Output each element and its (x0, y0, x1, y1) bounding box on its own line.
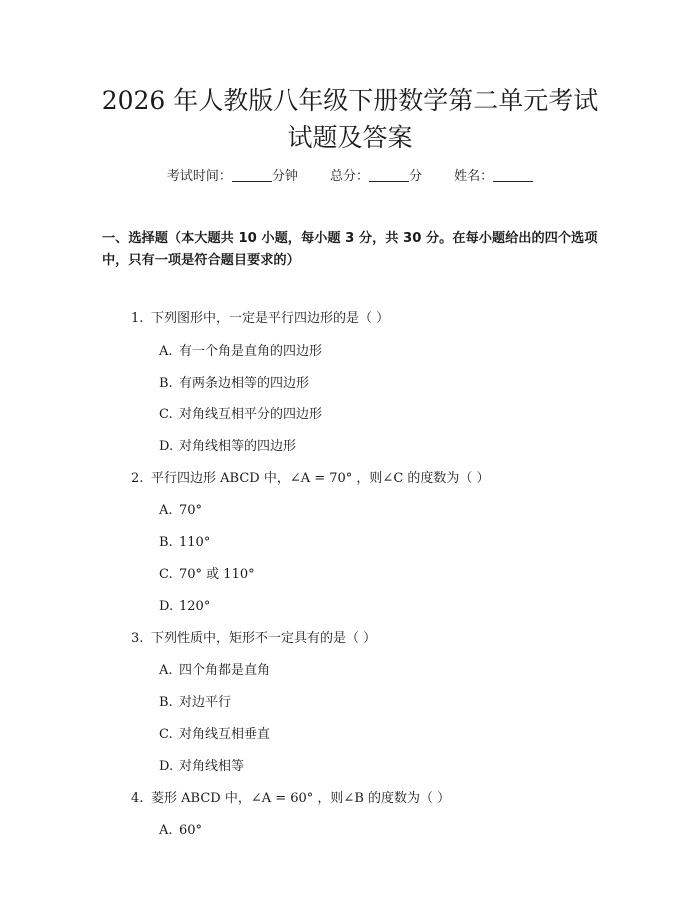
question-text: 下列性质中，矩形不一定具有的是（ ） (151, 631, 377, 646)
option-letter: A. (159, 503, 173, 518)
option-letter: C. (159, 567, 173, 582)
option-text: 60° (179, 823, 203, 838)
question-number: 4. (131, 791, 144, 806)
question-text: 下列图形中，一定是平行四边形的是（ ） (151, 311, 390, 326)
question-2-option-a[interactable] (159, 501, 202, 521)
option-letter: A. (159, 663, 173, 678)
exam-time-field (167, 167, 298, 187)
option-letter: C. (159, 727, 173, 742)
option-text: 对角线互相垂直 (179, 727, 271, 742)
option-text: 对角线相等的四边形 (179, 439, 297, 454)
question-3-option-a[interactable] (159, 661, 270, 681)
question-3-option-b[interactable] (159, 693, 231, 713)
option-letter: A. (159, 344, 173, 359)
option-text: 110° (179, 535, 211, 550)
option-text: 四个角都是直角 (179, 663, 271, 678)
question-number: 2. (131, 471, 144, 486)
option-text: 120° (179, 599, 211, 614)
question-1-option-b[interactable] (159, 374, 309, 394)
option-letter: D. (159, 599, 174, 614)
question-1-option-c[interactable] (159, 405, 322, 425)
total-score-blank[interactable] (369, 167, 409, 182)
question-text: 菱形 ABCD 中，∠A = 60° ，则∠B 的度数为（ ） (151, 791, 451, 806)
option-letter: D. (159, 759, 174, 774)
student-name-blank[interactable] (493, 167, 533, 182)
student-name-field (454, 167, 533, 187)
question-1 (131, 309, 389, 329)
page-title-line-2: 试题及答案 (287, 123, 413, 152)
question-2 (131, 469, 490, 489)
option-text: 有一个角是直角的四边形 (179, 344, 323, 359)
option-letter: B. (159, 695, 173, 710)
option-text: 70° (179, 503, 203, 518)
option-text: 对角线互相平分的四边形 (179, 407, 323, 422)
option-text: 有两条边相等的四边形 (179, 376, 310, 391)
question-2-option-c[interactable] (159, 565, 255, 585)
option-letter: A. (159, 823, 173, 838)
question-1-option-a[interactable] (159, 342, 322, 362)
question-3-option-d[interactable] (159, 757, 244, 777)
exam-info-line (0, 167, 700, 187)
question-text: 平行四边形 ABCD 中，∠A = 70° ，则∠C 的度数为（ ） (151, 471, 490, 486)
question-2-option-d[interactable] (159, 597, 210, 617)
exam-time-unit: 分钟 (271, 169, 298, 184)
option-text: 70° 或 110° (179, 567, 255, 582)
question-2-option-b[interactable] (159, 533, 210, 553)
exam-time-label: 考试时间： (166, 169, 232, 184)
option-text: 对角线相等 (179, 759, 245, 774)
question-1-option-d[interactable] (159, 437, 296, 457)
question-4 (131, 789, 450, 809)
question-number: 3. (131, 631, 144, 646)
option-letter: B. (159, 535, 173, 550)
question-3 (131, 629, 376, 649)
option-letter: D. (159, 439, 174, 454)
page-title-line-1: 2026 年人教版八年级下册数学第二单元考试 (101, 86, 599, 115)
question-4-option-a[interactable] (159, 821, 202, 841)
total-score-field (330, 167, 422, 187)
exam-time-blank[interactable] (232, 167, 272, 182)
option-letter: C. (159, 407, 173, 422)
total-score-unit: 分 (409, 169, 423, 184)
total-score-label: 总分： (329, 169, 369, 184)
student-name-label: 姓名： (454, 169, 494, 184)
section-heading-choice: 一、选择题（本大题共 10 小题，每小题 3 分，共 30 分。在每小题给出的四个选项中，只有一项是符合题目要求的） (102, 231, 598, 268)
option-letter: B. (159, 376, 173, 391)
question-number: 1. (131, 311, 144, 326)
option-text: 对边平行 (179, 695, 232, 710)
question-3-option-c[interactable] (159, 725, 270, 745)
